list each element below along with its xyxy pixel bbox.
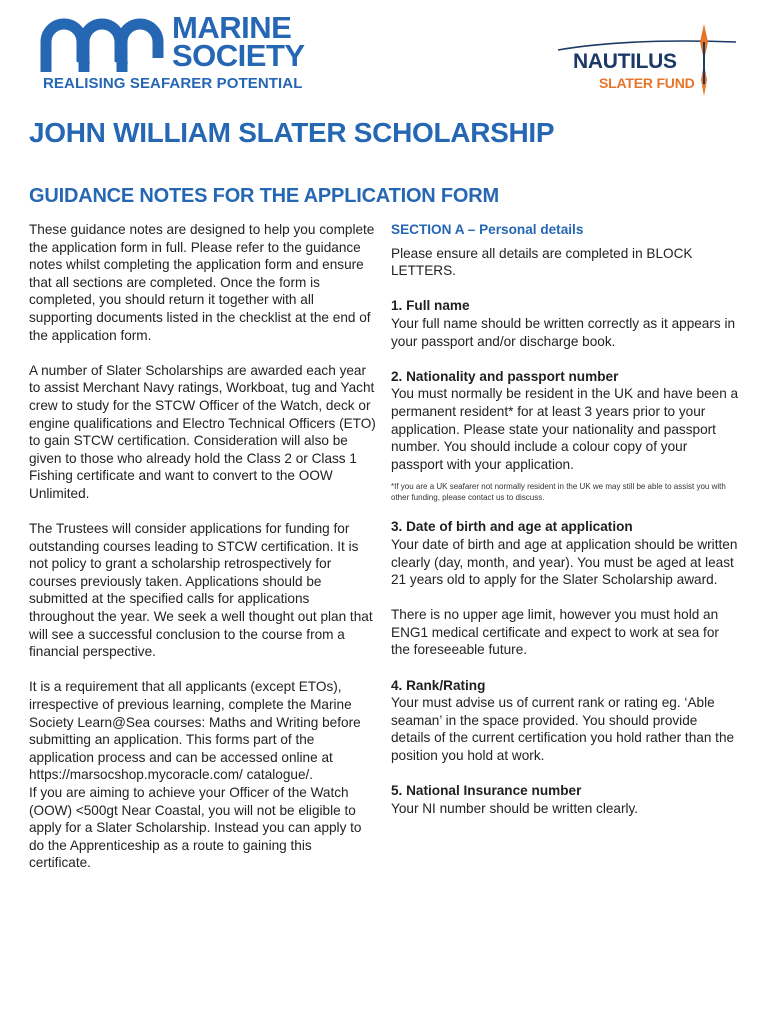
item-text: Your NI number should be written clearly. [391,800,639,816]
item-heading: 3. Date of birth and age at application [391,519,633,535]
marine-society-logo [40,10,340,94]
item-text-secondary: There is no upper age limit, however you must hold an ENG1 medical certificate and expect to work at sea for the foreseeable future. [391,607,719,658]
item-text: You must normally be resident in the UK and have been a permanent resident* for at least 3 years prior to your application. Please state your nationality and passport number. You should include a colour copy of your passport with your application. [391,386,739,472]
section-a-intro: Please ensure all details are completed in BLOCK LETTERS. [391,245,693,279]
marine-society-line1: MARINE [172,10,292,45]
right-column [391,221,739,835]
item-full-name [391,297,739,350]
section-a-heading: SECTION A – Personal details [391,222,584,237]
page-subtitle: GUIDANCE NOTES FOR THE APPLICATION FORM [29,185,499,207]
item-text: Your must advise us of current rank or rating eg. ‘Able seaman’ in the space provided. You should provide details of the current certification you hold rather than the position you hold at work. [391,695,735,764]
item-national-insurance [391,782,739,817]
requirement-paragraph: It is a requirement that all applicants (except ETOs), irrespective of previous learning, complete the Marine Society Learn@Sea courses: Maths and Writing before submitting an application. This forms part of the application process and can be accessed online at https://marsocshop.mycoracle.com/ catalogue/. [29,679,361,783]
nautilus-name: NAUTILUS [573,50,677,73]
item-text: Your date of birth and age at application should be written clearly (day, month, and year). You must be aged at least 21 years old to apply for the Slater Scholarship award. [391,536,738,588]
item-heading: 1. Full name [391,298,470,314]
item-rank-rating [391,677,739,765]
item-nationality [391,368,739,504]
trustees-paragraph: The Trustees will consider applications for funding for outstanding courses leading to STCW certification. It is not policy to grant a scholarship retrospectively for courses previously taken. Applications should be submitted at the specified calls for applications throughout the year. We seek a well thought out plan that will see a successful conclusion to the course from a financial perspective. [29,521,373,660]
item-heading: 5. National Insurance number [391,783,582,799]
intro-paragraph: These guidance notes are designed to help you complete the application form in full. Please refer to the guidance notes whilst completing the application form and ensure that all sections are completed. Once the form is completed, you should return it together with all supporting documents listed in the checklist at the end of the application form. [29,222,375,343]
item-date-of-birth [391,518,739,659]
oow-paragraph: If you are aiming to achieve your Officer of the Watch (OOW) <500gt Near Coastal, you will not be eligible to apply for a Slater Scholarship. Instead you can apply to do the Apprenticeship as a route to gaining this certificate. [29,785,362,871]
nautilus-fund-name: SLATER FUND [599,75,695,91]
left-column [29,221,377,890]
marine-society-waves-icon [40,18,166,72]
residency-footnote: *If you are a UK seafarer not normally resident in the UK we may still be able to assist you with other funding, please contact us to discuss. [391,482,726,503]
item-heading: 4. Rank/Rating [391,677,486,693]
item-heading: 2. Nationality and passport number [391,368,619,384]
marine-society-tagline: REALISING SEAFARER POTENTIAL [43,75,303,92]
page-title: JOHN WILLIAM SLATER SCHOLARSHIP [29,117,555,148]
marine-society-line2: SOCIETY [172,38,305,73]
nautilus-slater-fund-logo [558,24,740,98]
awards-paragraph: A number of Slater Scholarships are awarded each year to assist Merchant Navy ratings, Workboat, tug and Yacht crew to study for the STCW Officer of the Watch, deck or engine qualifications and Electro Technical Officers (ETO) to gain STCW certification. Consideration will also be given to those who already hold the Class 2 or Class 1 Fishing certificate and want to convert to the OOW Unlimited. [29,362,376,501]
item-text: Your full name should be written correctly as it appears in your passport and/or discharge book. [391,315,736,349]
marine-society-wordmark [172,10,305,73]
page-header [0,0,768,110]
